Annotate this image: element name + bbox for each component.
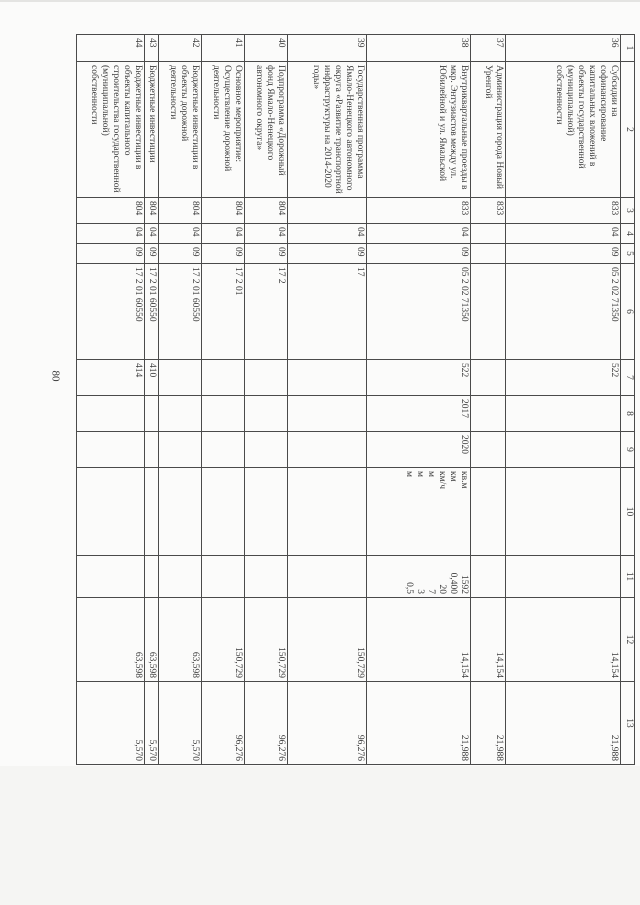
- row-number: 39: [288, 35, 367, 62]
- code-cell: 17: [288, 264, 367, 360]
- unit-cell: [245, 468, 288, 556]
- amount-cell: 14,154: [471, 598, 506, 682]
- capacity-cell: [159, 556, 202, 598]
- code-cell: 522: [367, 360, 471, 396]
- code-cell: [245, 360, 288, 396]
- unit-cell: [159, 468, 202, 556]
- code-cell: [471, 224, 506, 244]
- code-cell: 04: [159, 224, 202, 244]
- row-name: Основное мероприятие: Осуществление дорожной деятельности: [202, 62, 245, 198]
- code-cell: 804: [159, 198, 202, 224]
- code-cell: 09: [159, 244, 202, 264]
- unit-cell: кв.м км км/ч м м м: [367, 468, 471, 556]
- code-cell: 04: [202, 224, 245, 244]
- header-cell: 3: [621, 198, 635, 224]
- header-cell: 10: [621, 468, 635, 556]
- code-cell: [202, 360, 245, 396]
- row-name: Государственная программа Ямало-Ненецкого автономного округа «Развитие транспортной инфраструктуры на 2014-2020 годы»: [288, 62, 367, 198]
- row-number: 36: [506, 35, 621, 62]
- row-number: 41: [202, 35, 245, 62]
- code-cell: [471, 360, 506, 396]
- code-cell: [471, 244, 506, 264]
- code-cell: 17 2 01 60550: [77, 264, 145, 360]
- table-row: [159, 35, 202, 765]
- table-row: [471, 35, 506, 765]
- year-cell: [288, 396, 367, 432]
- table-row: [506, 35, 621, 765]
- code-cell: 09: [245, 244, 288, 264]
- scan-edge: [0, 0, 640, 2]
- amount-cell: 63,598: [77, 598, 145, 682]
- capacity-cell: [245, 556, 288, 598]
- amount-cell: 96,276: [202, 682, 245, 765]
- code-cell: 09: [77, 244, 145, 264]
- code-cell: 05 2 02 71350: [506, 264, 621, 360]
- year-cell: [145, 432, 159, 468]
- rotated-page: [89, 34, 635, 764]
- code-cell: 804: [77, 198, 145, 224]
- year-cell: [245, 432, 288, 468]
- row-name: Администрация города Новый Уренгой: [471, 62, 506, 198]
- amount-cell: 5,570: [159, 682, 202, 765]
- code-cell: 09: [145, 244, 159, 264]
- header-cell: 12: [621, 598, 635, 682]
- code-cell: 04: [288, 224, 367, 244]
- amount-cell: 63,598: [159, 598, 202, 682]
- header-cell: 7: [621, 360, 635, 396]
- capacity-cell: [288, 556, 367, 598]
- code-cell: 833: [367, 198, 471, 224]
- code-cell: 04: [145, 224, 159, 244]
- code-cell: [288, 360, 367, 396]
- code-cell: 04: [245, 224, 288, 244]
- code-cell: 09: [367, 244, 471, 264]
- year-cell: [202, 396, 245, 432]
- year-cell: [145, 396, 159, 432]
- code-cell: [159, 360, 202, 396]
- year-cell: [245, 396, 288, 432]
- header-cell: 5: [621, 244, 635, 264]
- header-row: [621, 35, 635, 765]
- header-cell: 9: [621, 432, 635, 468]
- code-cell: [288, 198, 367, 224]
- header-cell: 11: [621, 556, 635, 598]
- code-cell: 833: [506, 198, 621, 224]
- table-row: [145, 35, 159, 765]
- header-cell: 13: [621, 682, 635, 765]
- year-cell: [77, 432, 145, 468]
- code-cell: 04: [77, 224, 145, 244]
- year-cell: [471, 432, 506, 468]
- code-cell: 04: [367, 224, 471, 244]
- row-name: Бюджетные инвестиции: [145, 62, 159, 198]
- row-number: 38: [367, 35, 471, 62]
- amount-cell: 150,729: [288, 598, 367, 682]
- row-number: 40: [245, 35, 288, 62]
- year-cell: [471, 396, 506, 432]
- budget-table: [76, 34, 635, 765]
- code-cell: 17 2: [245, 264, 288, 360]
- capacity-cell: [77, 556, 145, 598]
- amount-cell: 21,988: [471, 682, 506, 765]
- header-cell: 8: [621, 396, 635, 432]
- year-cell: [506, 396, 621, 432]
- table-row: [367, 35, 471, 765]
- amount-cell: 21,988: [367, 682, 471, 765]
- year-cell: 2020: [367, 432, 471, 468]
- amount-cell: 5,570: [145, 682, 159, 765]
- year-cell: [202, 432, 245, 468]
- table-row: [77, 35, 145, 765]
- table-row: [202, 35, 245, 765]
- row-name: Подпрограмма «Дорожный фонд Ямало-Ненецкого автономного округа»: [245, 62, 288, 198]
- amount-cell: 96,276: [245, 682, 288, 765]
- year-cell: [506, 432, 621, 468]
- row-number: 44: [77, 35, 145, 62]
- amount-cell: 150,729: [245, 598, 288, 682]
- amount-cell: 63,598: [145, 598, 159, 682]
- code-cell: 410: [145, 360, 159, 396]
- header-cell: 2: [621, 62, 635, 198]
- header-cell: 4: [621, 224, 635, 244]
- amount-cell: 150,729: [202, 598, 245, 682]
- table-row: [288, 35, 367, 765]
- unit-cell: [506, 468, 621, 556]
- capacity-cell: 1592 0,400 20 7 3 0,5: [367, 556, 471, 598]
- code-cell: 17 2 01: [202, 264, 245, 360]
- unit-cell: [145, 468, 159, 556]
- capacity-cell: [471, 556, 506, 598]
- amount-cell: 96,276: [288, 682, 367, 765]
- capacity-cell: [202, 556, 245, 598]
- code-cell: 17 2 01 60550: [159, 264, 202, 360]
- code-cell: 09: [506, 244, 621, 264]
- code-cell: 17 2 01 60550: [145, 264, 159, 360]
- capacity-cell: [506, 556, 621, 598]
- unit-cell: [288, 468, 367, 556]
- code-cell: 09: [202, 244, 245, 264]
- year-cell: [159, 432, 202, 468]
- code-cell: 04: [506, 224, 621, 244]
- code-cell: 804: [202, 198, 245, 224]
- header-cell: 6: [621, 264, 635, 360]
- unit-cell: [471, 468, 506, 556]
- year-cell: [159, 396, 202, 432]
- amount-cell: 14,154: [367, 598, 471, 682]
- amount-cell: 5,570: [77, 682, 145, 765]
- code-cell: 522: [506, 360, 621, 396]
- code-cell: [471, 264, 506, 360]
- code-cell: 09: [288, 244, 367, 264]
- table-row: [245, 35, 288, 765]
- code-cell: 414: [77, 360, 145, 396]
- row-name: Внутриквартальные проезды в мкр. Энтузиастов между ул. Юбилейной и ул. Ямальской: [367, 62, 471, 198]
- code-cell: 833: [471, 198, 506, 224]
- row-number: 43: [145, 35, 159, 62]
- code-cell: 05 2 02 71350: [367, 264, 471, 360]
- code-cell: 804: [245, 198, 288, 224]
- code-cell: 804: [145, 198, 159, 224]
- page-number: 80: [49, 370, 62, 382]
- row-number: 42: [159, 35, 202, 62]
- unit-cell: [77, 468, 145, 556]
- row-name: Бюджетные инвестиции в объекты дорожной деятельности: [159, 62, 202, 198]
- row-name: Субсидии на софинансирование капитальных вложений в объекты государственной (муниципальной) собственности: [506, 62, 621, 198]
- capacity-cell: [145, 556, 159, 598]
- amount-cell: 21,988: [506, 682, 621, 765]
- year-cell: 2017: [367, 396, 471, 432]
- year-cell: [77, 396, 145, 432]
- year-cell: [288, 432, 367, 468]
- scan-background: [0, 766, 640, 905]
- amount-cell: 14,154: [506, 598, 621, 682]
- row-number: 37: [471, 35, 506, 62]
- row-name: Бюджетные инвестиции в объекты капитального строительства государственной (муниципальной) собственности: [77, 62, 145, 198]
- header-cell: 1: [621, 35, 635, 62]
- unit-cell: [202, 468, 245, 556]
